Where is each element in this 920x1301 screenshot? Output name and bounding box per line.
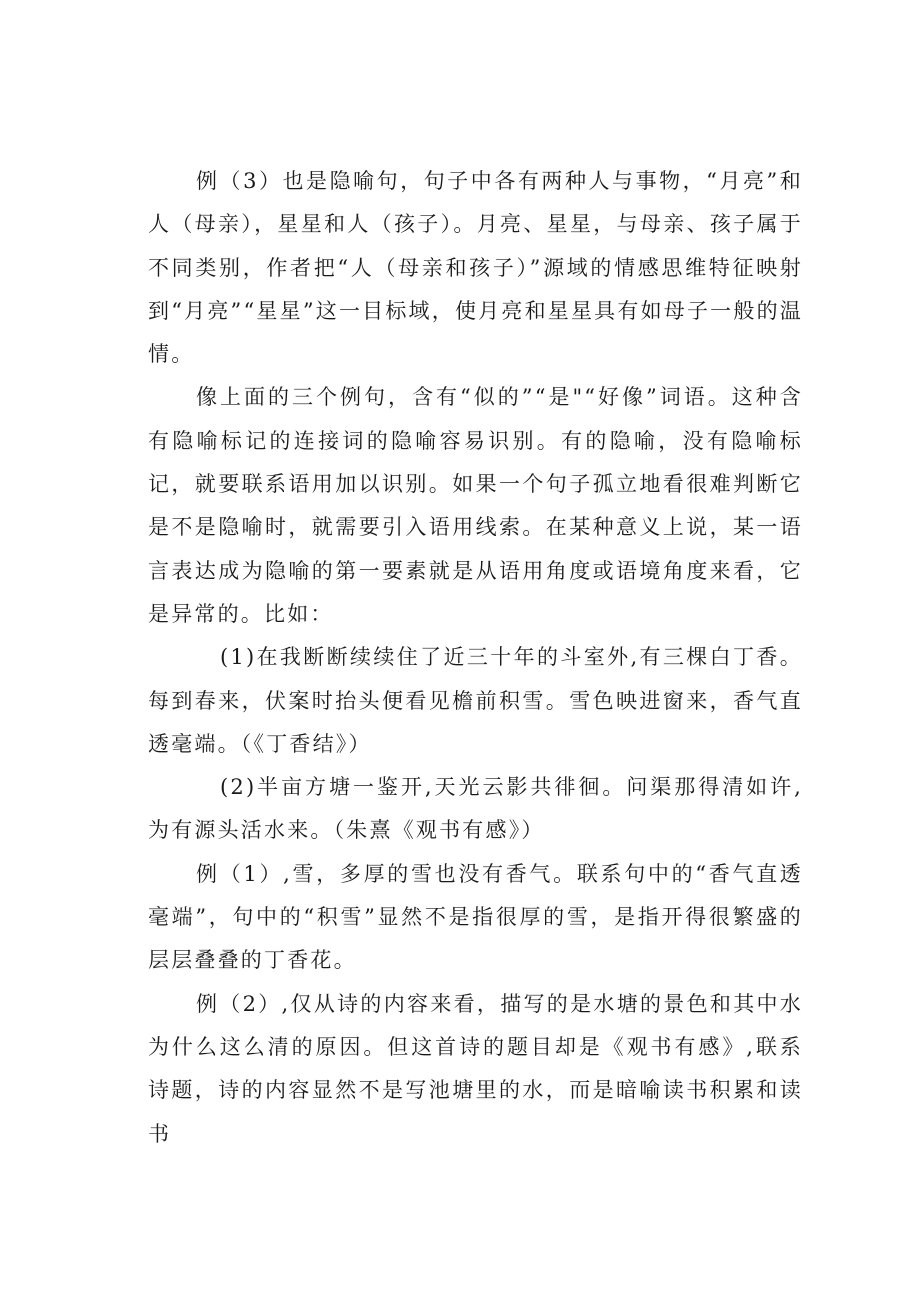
paragraph-analysis-example-1: 例（1）,雪，多厚的雪也没有香气。联系句中的“香气直透毫端”，句中的“积雪”显然不是指很厚的雪，是指开得很繁盛的层层叠叠的丁香花。 [148,861,803,973]
example-quote-1: (1)在我断断续续住了近三十年的斗室外,有三棵白丁香。每到春来，伏案时抬头便看见檐前积雪。雪色映进窗来，香气直透毫端。（《丁香结》） [148,645,803,756]
document-body [148,160,803,1156]
paragraph-metaphor-markers: 像上面的三个例句，含有“似的”“是"“好像”词语。这种含有隐喻标记的连接词的隐喻容易识别。有的隐喻，没有隐喻标记，就要联系语用加以识别。如果一个句子孤立地看很难判断它是不是隐喻时，就需要引入语用线索。在某种意义上说，某一语言表达成为隐喻的第一要素就是从语用角度或语境角度来看，它是异常的。比如： [148,385,803,626]
example-quote-2: (2)半亩方塘一鉴开,天光云影共徘徊。问渠那得清如许,为有源头活水来。（朱熹《观书有感》） [148,775,803,843]
paragraph-metaphor-example-3: 例（3）也是隐喻句，句子中各有两种人与事物，“月亮”和人（母亲），星星和人（孩子）。月亮、星星，与母亲、孩子属于不同类别，作者把“人（母亲和孩子）”源域的情感思维特征映射到“月亮”“星星”这一目标域，使月亮和星星具有如母子一般的温情。 [148,169,803,367]
paragraph-analysis-example-2: 例（2）,仅从诗的内容来看，描写的是水塘的景色和其中水为什么这么清的原因。但这首诗的题目却是《观书有感》,联系诗题，诗的内容显然不是写池塘里的水，而是暗喻读书积累和读书 [148,991,803,1146]
